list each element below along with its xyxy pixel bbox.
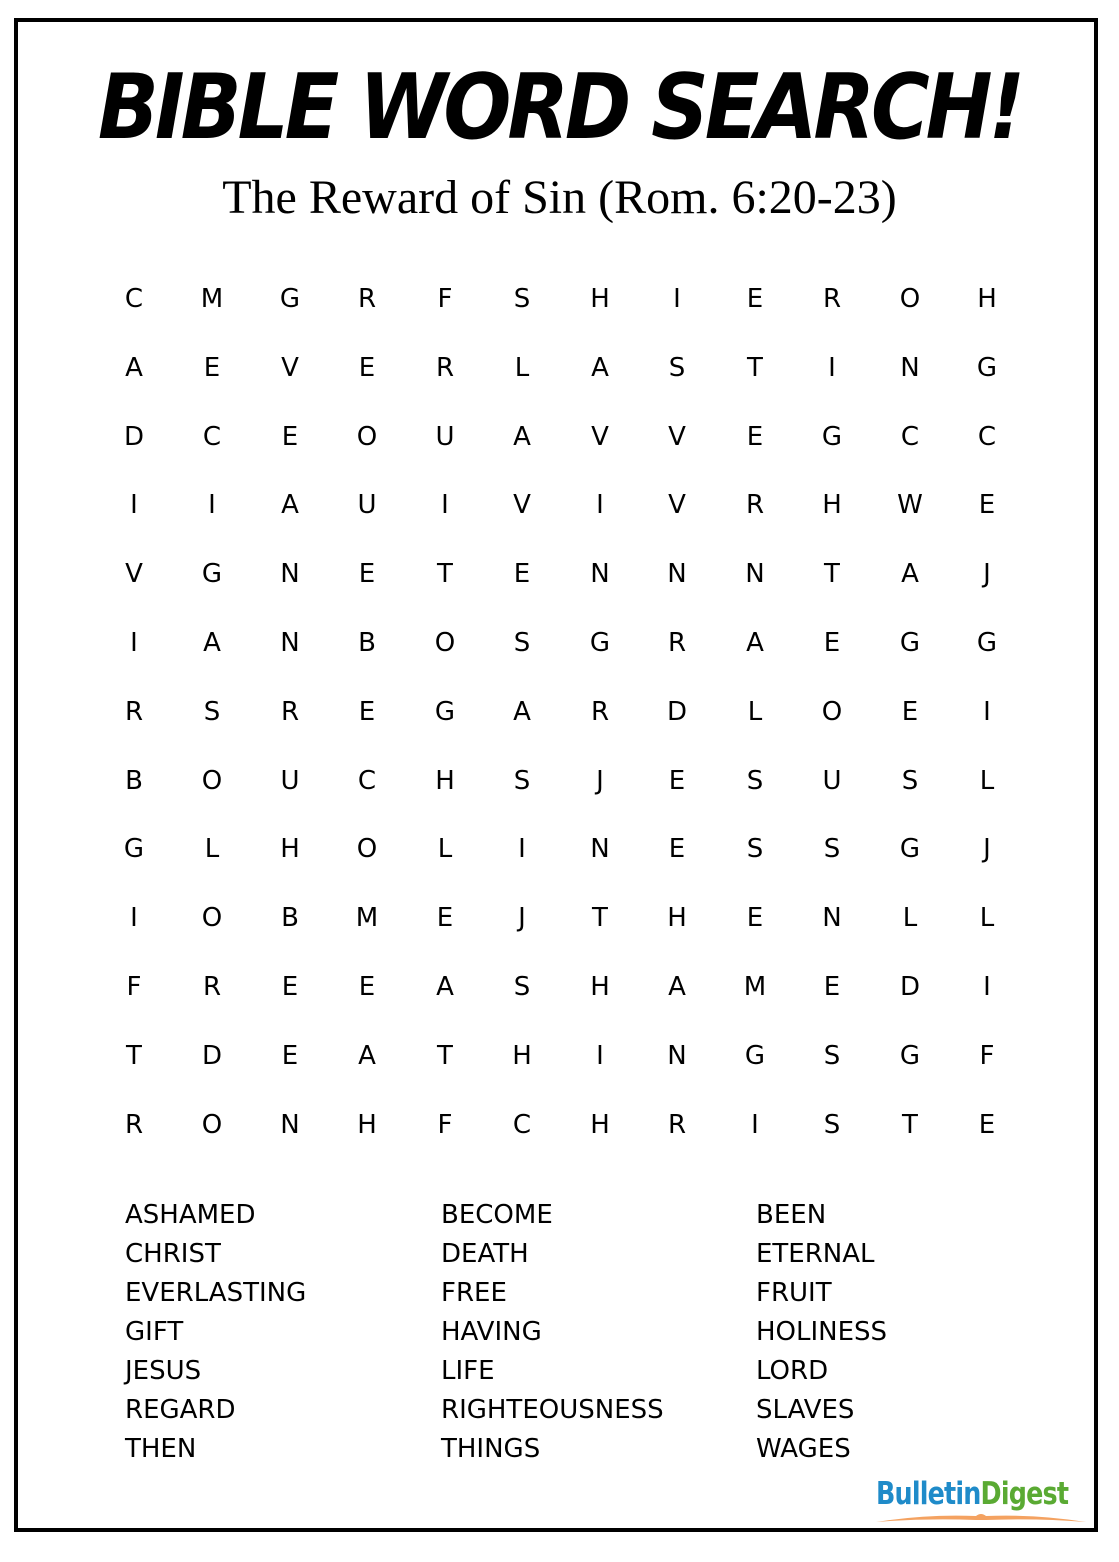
grid-letter[interactable]: I [983, 972, 991, 1002]
grid-letter[interactable]: R [822, 284, 842, 314]
grid-letter[interactable]: O [201, 903, 223, 934]
word-list-item: FRUIT [756, 1278, 832, 1308]
grid-letter[interactable]: F [126, 972, 142, 1002]
grid-letter[interactable]: C [357, 765, 377, 796]
grid-letter[interactable]: A [513, 421, 531, 452]
grid-letter[interactable]: G [821, 421, 843, 452]
grid-letter[interactable]: J [596, 765, 604, 796]
grid-letter[interactable]: R [667, 628, 687, 658]
grid-letter[interactable]: I [441, 490, 449, 521]
grid-letter[interactable]: E [668, 834, 686, 865]
word-list-item: LORD [756, 1356, 829, 1386]
grid-letter[interactable]: C [202, 421, 222, 452]
grid-letter[interactable]: J [518, 903, 526, 934]
grid-letter[interactable]: E [823, 972, 841, 1002]
grid-letter[interactable]: F [979, 1040, 995, 1071]
grid-letter[interactable]: R [745, 490, 765, 521]
word-list-item: BEEN [756, 1200, 827, 1230]
grid-letter[interactable]: R [667, 1109, 687, 1140]
grid-letter[interactable]: C [900, 421, 920, 452]
grid-letter[interactable]: M [200, 284, 224, 314]
word-list-item: JESUS [125, 1356, 202, 1386]
grid-letter[interactable]: L [979, 765, 995, 796]
grid-letter[interactable]: N [745, 559, 765, 590]
word-list-item: DEATH [441, 1239, 529, 1269]
grid-letter[interactable]: E [901, 696, 919, 727]
grid-letter[interactable]: G [201, 559, 223, 590]
grid-letter[interactable]: I [130, 628, 138, 658]
grid-letter[interactable]: I [673, 284, 681, 314]
grid-letter[interactable]: O [821, 696, 843, 727]
word-list-item: HOLINESS [756, 1317, 888, 1347]
grid-letter[interactable]: V [668, 421, 686, 452]
grid-letter[interactable]: J [983, 559, 991, 590]
grid-letter[interactable]: G [899, 1040, 921, 1071]
grid-letter[interactable]: S [823, 1109, 841, 1140]
grid-letter[interactable]: S [901, 765, 919, 796]
grid-letter[interactable]: N [590, 834, 610, 865]
word-list-item: CHRIST [125, 1239, 221, 1269]
word-list-item: WAGES [756, 1434, 851, 1464]
grid-letter[interactable]: E [281, 1040, 299, 1071]
grid-letter[interactable]: F [437, 284, 453, 314]
grid-letter[interactable]: W [897, 490, 923, 521]
grid-letter[interactable]: L [204, 834, 220, 865]
grid-letter[interactable]: V [125, 559, 143, 590]
word-list-item: ASHAMED [125, 1200, 256, 1230]
grid-letter[interactable]: G [589, 628, 611, 658]
grid-letter[interactable]: A [513, 696, 531, 727]
grid-letter[interactable]: A [746, 628, 764, 658]
grid-letter[interactable]: A [358, 1040, 376, 1071]
open-book-icon [876, 1510, 1086, 1526]
grid-letter[interactable]: H [822, 490, 842, 521]
grid-letter[interactable]: T [437, 1040, 453, 1071]
grid-letter[interactable]: N [822, 903, 842, 934]
grid-letter[interactable]: S [746, 834, 764, 865]
grid-letter[interactable]: H [280, 834, 300, 865]
grid-letter[interactable]: R [202, 972, 222, 1002]
grid-letter[interactable]: E [358, 696, 376, 727]
grid-letter[interactable]: R [590, 696, 610, 727]
grid-letter[interactable]: T [902, 1109, 918, 1140]
grid-letter[interactable]: R [357, 284, 377, 314]
grid-letter[interactable]: T [824, 559, 840, 590]
grid-letter[interactable]: T [437, 559, 453, 590]
word-list-item: LIFE [441, 1356, 495, 1386]
grid-letter[interactable]: D [666, 696, 688, 727]
grid-letter[interactable]: A [281, 490, 299, 521]
grid-letter[interactable]: I [130, 490, 138, 521]
grid-letter[interactable]: L [437, 834, 453, 865]
grid-letter[interactable]: H [435, 765, 455, 796]
grid-letter[interactable]: I [983, 696, 991, 727]
grid-letter[interactable]: I [596, 490, 604, 521]
word-list-item: FREE [441, 1278, 507, 1308]
grid-letter[interactable]: E [746, 284, 764, 314]
grid-letter[interactable]: M [743, 972, 767, 1002]
grid-letter[interactable]: B [358, 628, 376, 658]
grid-letter[interactable]: E [978, 1109, 996, 1140]
grid-letter[interactable]: O [356, 421, 378, 452]
grid-letter[interactable]: G [434, 696, 456, 727]
grid-letter[interactable]: H [667, 903, 687, 934]
grid-letter[interactable]: I [596, 1040, 604, 1071]
grid-letter[interactable]: R [280, 696, 300, 727]
word-list-item: EVERLASTING [125, 1278, 307, 1308]
grid-letter[interactable]: E [746, 903, 764, 934]
word-list-column [441, 1196, 761, 1469]
grid-letter[interactable]: O [201, 765, 223, 796]
grid-letter[interactable]: C [124, 284, 144, 314]
grid-letter[interactable]: R [124, 1109, 144, 1140]
grid-letter[interactable]: I [130, 903, 138, 934]
grid-letter[interactable]: H [977, 284, 997, 314]
grid-letter[interactable]: L [979, 903, 995, 934]
grid-letter[interactable]: G [976, 352, 998, 383]
word-list-item: THEN [125, 1434, 197, 1464]
grid-letter[interactable]: B [125, 765, 143, 796]
grid-letter[interactable]: S [823, 1040, 841, 1071]
grid-letter[interactable]: E [746, 421, 764, 452]
grid-letter[interactable]: D [123, 421, 145, 452]
grid-letter[interactable]: L [514, 352, 530, 383]
grid-letter[interactable]: A [901, 559, 919, 590]
grid-letter[interactable]: H [512, 1040, 532, 1071]
grid-letter[interactable]: N [900, 352, 920, 383]
grid-letter[interactable]: E [358, 559, 376, 590]
grid-letter[interactable]: N [667, 559, 687, 590]
grid-letter[interactable]: E [978, 490, 996, 521]
grid-letter[interactable]: E [436, 903, 454, 934]
word-list-item: HAVING [441, 1317, 542, 1347]
grid-letter[interactable]: R [435, 352, 455, 383]
grid-letter[interactable]: H [590, 1109, 610, 1140]
grid-letter[interactable]: M [355, 903, 379, 934]
grid-letter[interactable]: T [592, 903, 608, 934]
grid-letter[interactable]: E [358, 972, 376, 1002]
grid-letter[interactable]: E [668, 765, 686, 796]
grid-letter[interactable]: V [513, 490, 531, 521]
word-list-item: GIFT [125, 1317, 184, 1347]
grid-letter[interactable]: L [902, 903, 918, 934]
grid-letter[interactable]: U [822, 765, 842, 796]
grid-letter[interactable]: S [203, 696, 221, 727]
word-list-item: REGARD [125, 1395, 236, 1425]
grid-letter[interactable]: D [201, 1040, 223, 1071]
grid-letter[interactable]: G [744, 1040, 766, 1071]
grid-letter[interactable]: I [828, 352, 836, 383]
word-list-item: THINGS [441, 1434, 541, 1464]
grid-letter[interactable]: J [983, 834, 991, 865]
grid-letter[interactable]: F [437, 1109, 453, 1140]
grid-letter[interactable]: S [823, 834, 841, 865]
grid-letter[interactable]: H [357, 1109, 377, 1140]
grid-letter[interactable]: U [435, 421, 455, 452]
grid-letter[interactable]: N [280, 628, 300, 658]
grid-letter[interactable]: T [126, 1040, 142, 1071]
grid-letter[interactable]: E [823, 628, 841, 658]
grid-letter[interactable]: N [280, 1109, 300, 1140]
logo-text-digest: Digest [980, 1476, 1069, 1512]
grid-letter[interactable]: H [590, 284, 610, 314]
logo-text-bulletin: Bulletin [876, 1476, 981, 1512]
grid-letter[interactable]: G [899, 834, 921, 865]
grid-letter[interactable]: L [747, 696, 763, 727]
grid-letter[interactable]: V [591, 421, 609, 452]
grid-letter[interactable]: E [281, 421, 299, 452]
grid-letter[interactable]: U [280, 765, 300, 796]
grid-letter[interactable]: A [125, 352, 143, 383]
grid-letter[interactable]: S [668, 352, 686, 383]
grid-letter[interactable]: C [512, 1109, 532, 1140]
grid-letter[interactable]: R [124, 696, 144, 727]
grid-letter[interactable]: O [201, 1109, 223, 1140]
grid-letter[interactable]: E [203, 352, 221, 383]
grid-letter[interactable]: T [747, 352, 763, 383]
grid-letter[interactable]: G [976, 628, 998, 658]
grid-letter[interactable]: O [434, 628, 456, 658]
grid-letter[interactable]: A [591, 352, 609, 383]
grid-letter[interactable]: S [513, 628, 531, 658]
grid-letter[interactable]: V [281, 352, 299, 383]
grid-letter[interactable]: G [123, 834, 145, 865]
bulletin-digest-logo [876, 1476, 1086, 1528]
grid-letter[interactable]: G [279, 284, 301, 314]
word-list-column [125, 1196, 445, 1469]
grid-letter[interactable]: A [668, 972, 686, 1002]
grid-letter[interactable]: H [590, 972, 610, 1002]
grid-letter[interactable]: S [746, 765, 764, 796]
grid-letter[interactable]: U [357, 490, 377, 521]
grid-letter[interactable]: E [358, 352, 376, 383]
word-list-item: BECOME [441, 1200, 553, 1230]
grid-letter[interactable]: N [667, 1040, 687, 1071]
grid-letter[interactable]: O [899, 284, 921, 314]
grid-letter[interactable]: C [977, 421, 997, 452]
grid-letter[interactable]: A [203, 628, 221, 658]
grid-letter[interactable]: N [590, 559, 610, 590]
grid-letter[interactable]: I [751, 1109, 759, 1140]
grid-letter[interactable]: S [513, 284, 531, 314]
grid-letter[interactable]: S [513, 972, 531, 1002]
grid-letter[interactable]: G [899, 628, 921, 658]
word-list-item: SLAVES [756, 1395, 855, 1425]
grid-letter[interactable]: N [280, 559, 300, 590]
grid-letter[interactable]: D [899, 972, 921, 1002]
grid-letter[interactable]: O [356, 834, 378, 865]
page-subtitle: The Reward of Sin (Rom. 6:20-23) [222, 171, 897, 224]
grid-letter[interactable]: I [208, 490, 216, 521]
grid-letter[interactable]: V [668, 490, 686, 521]
grid-letter[interactable]: I [518, 834, 526, 865]
grid-letter[interactable]: E [281, 972, 299, 1002]
grid-letter[interactable]: S [513, 765, 531, 796]
word-list-column [756, 1196, 1076, 1469]
word-list-item: RIGHTEOUSNESS [441, 1395, 664, 1425]
grid-letter[interactable]: B [281, 903, 299, 934]
word-list-item: ETERNAL [756, 1239, 875, 1269]
page-title: BIBLE WORD SEARCH! [97, 55, 1022, 160]
grid-letter[interactable]: E [513, 559, 531, 590]
grid-letter[interactable]: A [436, 972, 454, 1002]
